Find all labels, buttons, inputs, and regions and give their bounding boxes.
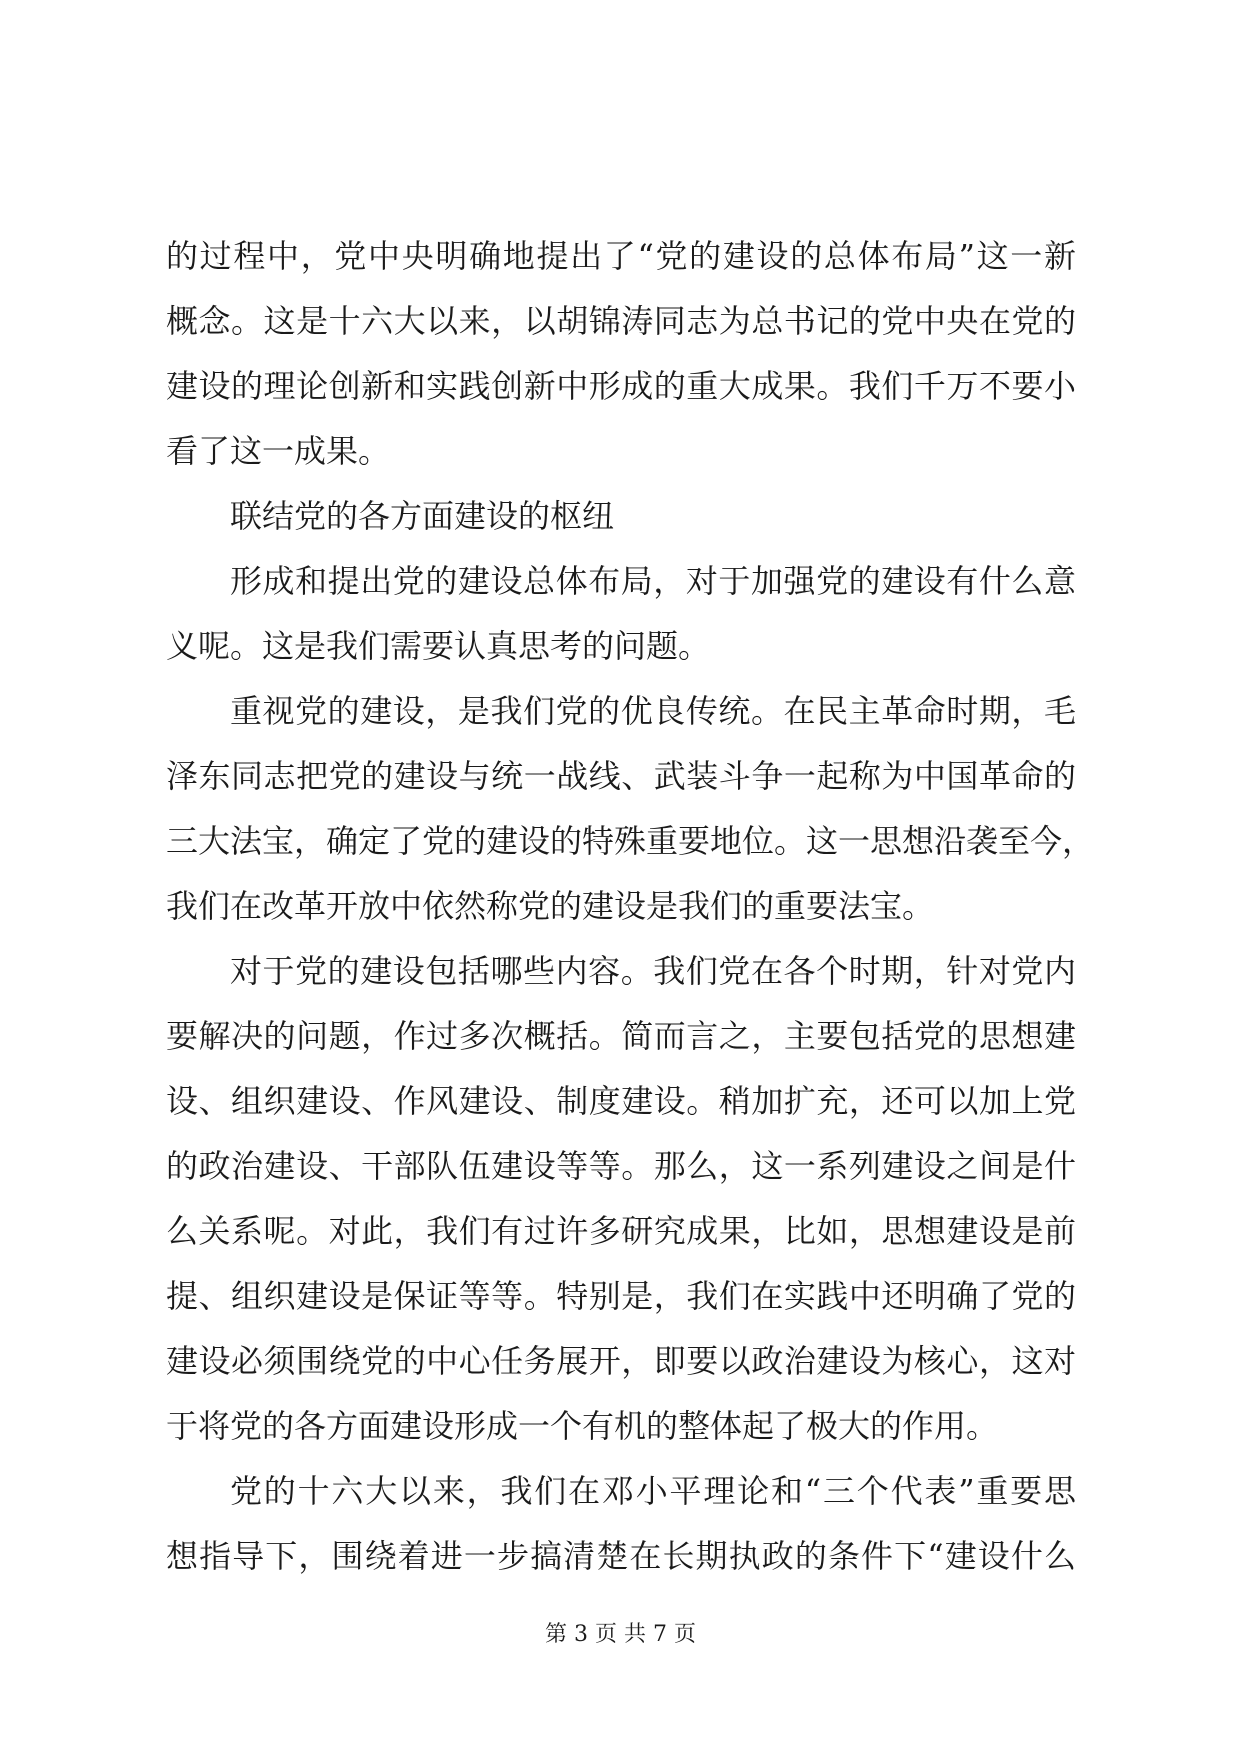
text-line: 对于党的建设包括哪些内容。我们党在各个时期，针对党内 — [230, 952, 1076, 990]
text-line: 设、组织建设、作风建设、制度建设。稍加扩充，还可以加上党 — [166, 1082, 1076, 1120]
text-line: 建设的理论创新和实践创新中形成的重大成果。我们千万不要小 — [166, 367, 1076, 405]
text-line: 要解决的问题，作过多次概括。简而言之，主要包括党的思想建 — [166, 1017, 1076, 1055]
text-line: 么关系呢。对此，我们有过许多研究成果，比如，思想建设是前 — [166, 1212, 1076, 1250]
document-body — [166, 224, 1095, 1589]
text-line: 的过程中，党中央明确地提出了“党的建设的总体布局”这一新 — [166, 237, 1076, 275]
text-line: 概念。这是十六大以来，以胡锦涛同志为总书记的党中央在党的 — [166, 302, 1076, 340]
page-number-footer: 第 3 页 共 7 页 — [545, 1622, 696, 1647]
text-line: 形成和提出党的建设总体布局，对于加强党的建设有什么意 — [230, 562, 1076, 600]
text-line: 的政治建设、干部队伍建设等等。那么，这一系列建设之间是什 — [166, 1147, 1076, 1185]
text-line: 三大法宝，确定了党的建设的特殊重要地位。这一思想沿袭至今， — [166, 822, 1095, 860]
text-line: 提、组织建设是保证等等。特别是，我们在实践中还明确了党的 — [166, 1277, 1076, 1315]
text-line: 看了这一成果。 — [166, 432, 391, 470]
text-line: 联结党的各方面建设的枢纽 — [230, 497, 615, 535]
text-line: 于将党的各方面建设形成一个有机的整体起了极大的作用。 — [166, 1407, 999, 1445]
text-line: 泽东同志把党的建设与统一战线、武装斗争一起称为中国革命的 — [166, 757, 1076, 795]
text-line: 重视党的建设，是我们党的优良传统。在民主革命时期，毛 — [230, 692, 1076, 730]
text-line: 建设必须围绕党的中心任务展开，即要以政治建设为核心，这对 — [166, 1342, 1076, 1380]
text-line: 我们在改革开放中依然称党的建设是我们的重要法宝。 — [166, 887, 935, 925]
text-line: 想指导下，围绕着进一步搞清楚在长期执政的条件下“建设什么 — [166, 1537, 1076, 1575]
text-line: 义呢。这是我们需要认真思考的问题。 — [166, 627, 711, 665]
text-line: 党的十六大以来，我们在邓小平理论和“三个代表”重要思 — [230, 1472, 1076, 1510]
